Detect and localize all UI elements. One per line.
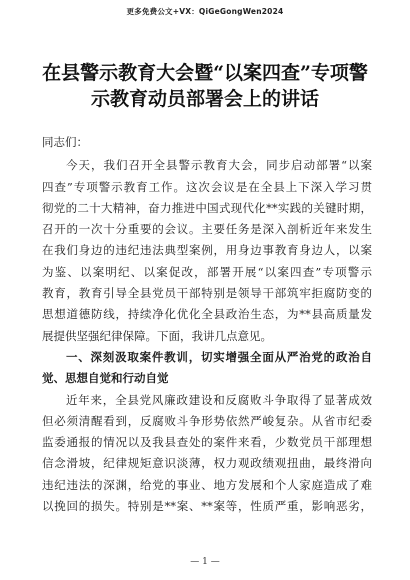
header-note: 更多免费公文+VX：QiGeGongWen2024 bbox=[126, 7, 284, 16]
section-heading-line: 觉、思想自觉和行动自觉 bbox=[42, 371, 169, 386]
document-title bbox=[40, 60, 370, 112]
page-number: — 1 — bbox=[190, 557, 220, 567]
paragraph-line: 展提供坚强纪律保障。下面，我讲几点意见。 bbox=[42, 328, 272, 343]
paragraph-line: 四查”专项警示教育工作。这次会议是在全县上下深入学习贯 bbox=[42, 179, 372, 194]
paragraph-line: 召开的一次十分重要的会议。主要任务是深入剖析近年来发生 bbox=[42, 222, 372, 237]
document-body bbox=[42, 132, 372, 517]
paragraph-line: 信念滑坡，纪律规矩意识淡薄，权力观政绩观扭曲，最终滑向 bbox=[42, 456, 372, 471]
paragraph-1 bbox=[42, 155, 372, 347]
paragraph-line: 在我们身边的违纪违法典型案例，用身边事教育身边人，以案 bbox=[42, 243, 372, 258]
paragraph-line: 以挽回的损失。特别是**案、**案等，性质严重，影响恶劣， bbox=[42, 499, 372, 514]
title-line-2: 示教育动员部署会上的讲话 bbox=[90, 88, 319, 110]
paragraph-line: 思想道德防线，持续净化优化全县政治生态，为**县高质量发 bbox=[42, 307, 372, 322]
paragraph-line: 今天，我们召开全县警示教育大会，同步启动部署“以案 bbox=[66, 158, 372, 173]
paragraph-2 bbox=[42, 390, 372, 518]
paragraph-line: 为鉴、以案明纪、以案促改，部署开展“以案四查”专项警示 bbox=[42, 264, 372, 279]
paragraph-line: 监委通报的情况以及我县查处的案件来看，少数党员干部理想 bbox=[42, 435, 372, 450]
salutation: 同志们： bbox=[42, 135, 88, 149]
paragraph-line: 彻党的二十大精神，奋力推进中国式现代化**实践的关键时期， bbox=[42, 200, 372, 215]
paragraph-line: 教育，教育引导全县党员干部特别是领导干部筑牢拒腐防变的 bbox=[42, 286, 372, 301]
paragraph-line: 但必须清醒看到，反腐败斗争形势依然严峻复杂。从省市纪委 bbox=[42, 413, 372, 428]
paragraph-line: 违纪违法的深渊，给党的事业、地方发展和个人家庭造成了难 bbox=[42, 477, 372, 492]
section-heading bbox=[42, 347, 372, 390]
paragraph-line: 近年来，全县党风廉政建设和反腐败斗争取得了显著成效 bbox=[66, 392, 372, 407]
title-line-1: 在县警示教育大会暨“以案四查”专项警 bbox=[42, 62, 368, 84]
section-heading-line: 一、深刻汲取案件教训，切实增强全面从严治党的政治自 bbox=[66, 349, 372, 364]
